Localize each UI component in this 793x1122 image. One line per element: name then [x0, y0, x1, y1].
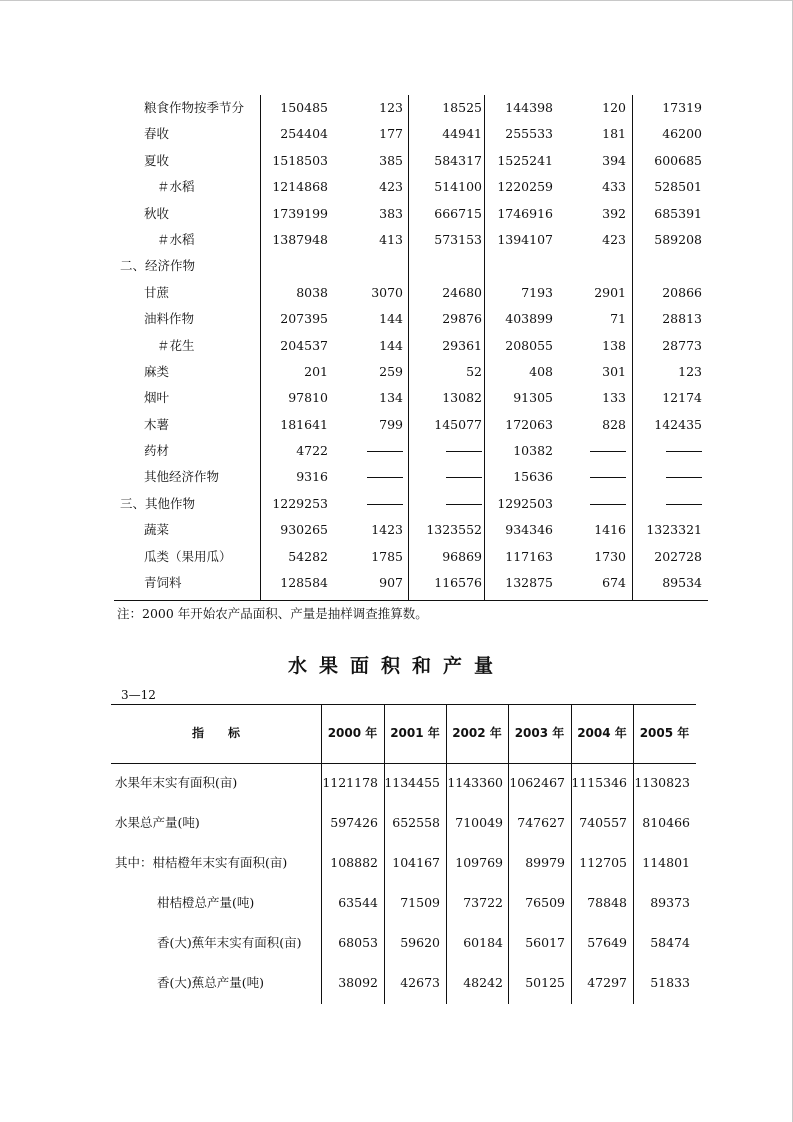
cell: 12174	[662, 390, 702, 406]
cell: 403899	[505, 311, 553, 327]
row-label: ＃水稻	[157, 179, 195, 195]
cell: 207395	[280, 311, 328, 327]
cell: 1746916	[497, 205, 553, 221]
cell: 42673	[400, 975, 440, 990]
cell: 685391	[654, 205, 702, 221]
cell: 10382	[513, 443, 553, 459]
table-row	[114, 517, 708, 543]
cell: 144	[379, 311, 403, 327]
section-label: 二、经济作物	[120, 258, 196, 274]
table-row	[111, 843, 696, 883]
cell: 60184	[463, 935, 503, 950]
table-row	[111, 763, 696, 803]
cell: 89534	[662, 575, 702, 591]
empty-dash	[622, 438, 702, 464]
row-label: 水果年末实有面积(亩)	[115, 775, 238, 790]
table-row	[111, 963, 696, 1003]
table-row	[111, 803, 696, 843]
cell: 114801	[642, 855, 690, 870]
cell: 13082	[442, 390, 482, 406]
row-label: 香(大)蕉总产量(吨)	[157, 975, 265, 990]
cell: 112705	[579, 855, 627, 870]
cell: 48242	[463, 975, 503, 990]
cell: 828	[602, 416, 626, 432]
cell: 1121178	[322, 775, 378, 790]
cell: 68053	[338, 935, 378, 950]
cell: 142435	[654, 416, 702, 432]
table-row	[114, 95, 708, 121]
cell: 674	[602, 575, 626, 591]
cell: 144398	[505, 100, 553, 115]
column-header: 指 标	[191, 726, 240, 740]
column-header: 2004 年	[577, 726, 627, 740]
cell: 17319	[662, 100, 702, 115]
cell: 97810	[288, 390, 328, 406]
cell: 799	[379, 416, 403, 432]
cell: 259	[379, 363, 403, 379]
empty-dash	[402, 438, 482, 464]
empty-dash	[323, 438, 403, 464]
cell: 78848	[587, 895, 627, 910]
empty-dash	[546, 464, 626, 490]
table-row	[114, 280, 708, 306]
cell: 51833	[650, 975, 690, 990]
cell: 385	[379, 152, 403, 168]
cell: 47297	[587, 975, 627, 990]
row-label: ＃水稻	[157, 231, 195, 247]
cell: 1134455	[384, 775, 440, 790]
table-row	[114, 121, 708, 147]
cell: 423	[379, 179, 403, 195]
cell: 597426	[330, 815, 378, 830]
cell: 46200	[662, 126, 702, 142]
cell: 9316	[296, 469, 328, 485]
cell: 201	[304, 363, 328, 379]
empty-dash	[323, 464, 403, 490]
cell: 394	[602, 152, 626, 168]
empty-dash	[402, 491, 482, 517]
table-row	[114, 491, 708, 517]
cell: 128584	[280, 575, 328, 591]
table-title: 水果面积和产量	[287, 655, 505, 677]
cell: 514100	[434, 179, 482, 195]
cell: 56017	[525, 935, 565, 950]
cell: 1220259	[497, 179, 553, 195]
empty-dash	[622, 464, 702, 490]
row-label: 其他经济作物	[144, 469, 220, 485]
table-row	[114, 333, 708, 359]
cell: 2901	[594, 284, 626, 300]
cell: 134	[379, 390, 403, 406]
cell: 58474	[650, 935, 690, 950]
cell: 710049	[455, 815, 503, 830]
cell: 528501	[654, 179, 702, 195]
cell: 1739199	[272, 205, 328, 221]
cell: 652558	[392, 815, 440, 830]
cell: 1785	[371, 548, 403, 564]
cell: 208055	[505, 337, 553, 353]
cell: 181	[602, 126, 626, 142]
row-label: 麻类	[144, 363, 170, 379]
cell: 89373	[650, 895, 690, 910]
cell: 71	[610, 311, 626, 327]
cell: 666715	[434, 205, 482, 221]
cell: 1292503	[497, 495, 553, 511]
cell: 123	[379, 100, 403, 115]
row-label: 青饲料	[144, 575, 182, 591]
row-label: 油料作物	[144, 311, 195, 327]
column-header: 2005 年	[639, 726, 690, 740]
cell: 7193	[521, 284, 553, 300]
cell: 1730	[594, 548, 626, 564]
cell: 255533	[505, 126, 553, 142]
cell: 181641	[280, 416, 328, 432]
row-label: 蔬菜	[144, 522, 170, 538]
cell: 1518503	[272, 152, 328, 168]
cell: 740557	[579, 815, 627, 830]
cell: 408	[529, 363, 553, 379]
cell: 204537	[280, 337, 328, 353]
row-label: 其中：柑桔橙年末实有面积(亩)	[115, 855, 288, 870]
cell: 104167	[392, 855, 440, 870]
cell: 18525	[442, 100, 482, 115]
table-row	[114, 201, 708, 227]
cell: 8038	[296, 284, 328, 300]
table-row	[114, 570, 708, 596]
empty-dash	[402, 464, 482, 490]
table-row	[114, 359, 708, 385]
table-row	[114, 253, 708, 279]
cell: 76509	[525, 895, 565, 910]
cell: 150485	[280, 100, 328, 115]
cell: 573153	[434, 231, 482, 247]
cell: 117163	[505, 548, 553, 564]
cell: 747627	[517, 815, 565, 830]
cell: 1423	[371, 522, 403, 538]
cell: 600685	[654, 152, 702, 168]
cell: 132875	[505, 575, 553, 591]
cell: 4722	[296, 443, 328, 459]
row-label: 柑桔橙总产量(吨)	[157, 895, 255, 910]
cell: 54282	[288, 548, 328, 564]
row-label: ＃花生	[157, 337, 195, 353]
cell: 1143360	[447, 775, 503, 790]
table-code: 3—12	[121, 688, 156, 702]
cell: 301	[602, 363, 626, 379]
cell: 89979	[525, 855, 565, 870]
fruit-table	[111, 704, 696, 1004]
cell: 24680	[442, 284, 482, 300]
cell: 1214868	[272, 179, 328, 195]
table-row	[114, 227, 708, 253]
cell: 29361	[442, 337, 482, 353]
cell: 1229253	[272, 495, 328, 511]
table-row	[114, 148, 708, 174]
cell: 1394107	[497, 231, 553, 247]
cell: 413	[379, 231, 403, 247]
table-row	[114, 544, 708, 570]
cell: 29876	[442, 311, 482, 327]
row-label: 粮食作物按季节分	[144, 100, 245, 115]
table-row	[114, 174, 708, 200]
column-header: 2000 年	[327, 726, 378, 740]
cell: 123	[678, 363, 702, 379]
table-bottom-rule	[114, 600, 708, 601]
row-label: 药材	[144, 443, 170, 459]
cell: 1130823	[634, 775, 690, 790]
empty-dash	[622, 491, 702, 517]
cell: 433	[602, 179, 626, 195]
cell: 423	[602, 231, 626, 247]
empty-dash	[546, 491, 626, 517]
crop-table	[114, 95, 708, 596]
cell: 254404	[280, 126, 328, 142]
cell: 1416	[594, 522, 626, 538]
cell: 44941	[442, 126, 482, 142]
cell: 202728	[654, 548, 702, 564]
empty-dash	[546, 438, 626, 464]
cell: 1323552	[426, 522, 482, 538]
cell: 1115346	[571, 775, 627, 790]
cell: 144	[379, 337, 403, 353]
table-row	[111, 923, 696, 963]
cell: 1323321	[646, 522, 702, 538]
cell: 392	[602, 205, 626, 221]
cell: 1525241	[497, 152, 553, 168]
cell: 52	[466, 363, 482, 379]
cell: 57649	[587, 935, 627, 950]
table-row	[114, 464, 708, 490]
cell: 91305	[513, 390, 553, 406]
cell: 930265	[280, 522, 328, 538]
column-header: 2003 年	[514, 726, 565, 740]
cell: 383	[379, 205, 403, 221]
cell: 145077	[434, 416, 482, 432]
cell: 138	[602, 337, 626, 353]
cell: 15636	[513, 469, 553, 485]
cell: 73722	[463, 895, 503, 910]
section-label: 三、其他作物	[120, 495, 196, 511]
table-row	[114, 412, 708, 438]
cell: 20866	[662, 284, 702, 300]
cell: 1387948	[272, 231, 328, 247]
cell: 133	[602, 390, 626, 406]
row-label: 瓜类（果用瓜）	[144, 548, 232, 564]
cell: 28813	[662, 311, 702, 327]
cell: 38092	[338, 975, 378, 990]
table-row	[114, 438, 708, 464]
cell: 1062467	[509, 775, 565, 790]
cell: 96869	[442, 548, 482, 564]
cell: 50125	[525, 975, 565, 990]
empty-dash	[323, 491, 403, 517]
row-label: 甘蔗	[144, 284, 170, 300]
cell: 59620	[400, 935, 440, 950]
cell: 907	[379, 575, 403, 591]
cell: 116576	[434, 575, 482, 591]
cell: 934346	[505, 522, 553, 538]
column-header: 2002 年	[452, 726, 502, 740]
cell: 810466	[642, 815, 690, 830]
row-label: 烟叶	[144, 390, 170, 406]
cell: 109769	[455, 855, 503, 870]
row-label: 秋收	[144, 205, 170, 221]
cell: 63544	[338, 895, 378, 910]
cell: 120	[602, 100, 626, 115]
table-row	[111, 883, 696, 923]
table-note: 注：2000 年开始农产品面积、产量是抽样调查推算数。	[117, 606, 428, 621]
cell: 584317	[434, 152, 482, 168]
row-label: 春收	[144, 126, 170, 142]
row-label: 水果总产量(吨)	[115, 815, 200, 830]
table-row	[114, 306, 708, 332]
row-label: 香(大)蕉年末实有面积(亩)	[157, 935, 302, 950]
cell: 172063	[505, 416, 553, 432]
cell: 71509	[400, 895, 440, 910]
column-header: 2001 年	[390, 726, 440, 740]
cell: 177	[379, 126, 403, 142]
row-label: 木薯	[144, 416, 170, 432]
cell: 28773	[662, 337, 702, 353]
cell: 589208	[654, 231, 702, 247]
cell: 3070	[371, 284, 403, 300]
row-label: 夏收	[144, 152, 170, 168]
cell: 108882	[330, 855, 378, 870]
table-row	[114, 385, 708, 411]
